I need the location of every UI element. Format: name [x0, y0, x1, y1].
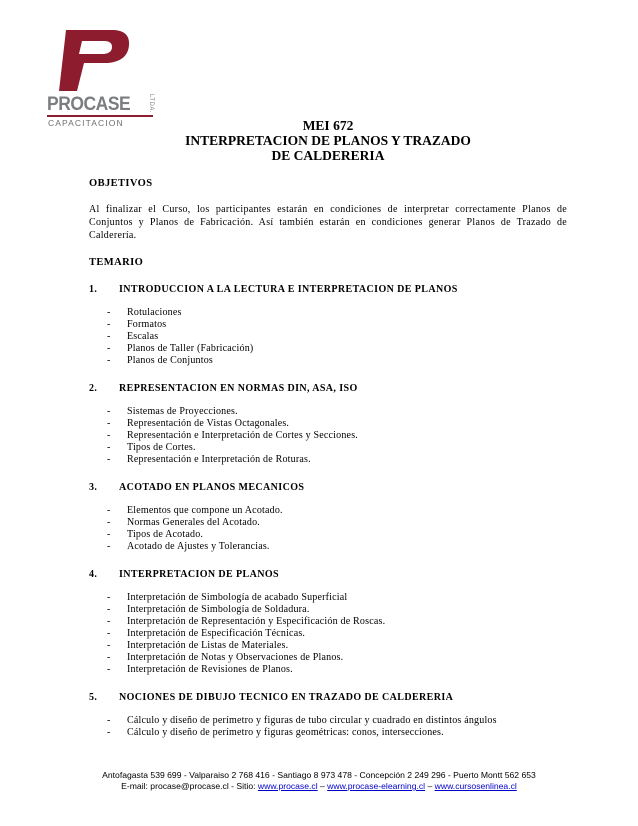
section-number: 5. — [89, 692, 98, 703]
dash-bullet-icon: - — [107, 430, 111, 441]
footer — [60, 770, 578, 792]
dash-bullet-icon: - — [107, 592, 111, 603]
list-item-text: Sistemas de Proyecciones. — [127, 406, 238, 417]
dash-bullet-icon: - — [107, 652, 111, 663]
footer-separator: – — [317, 781, 328, 791]
dash-bullet-icon: - — [107, 715, 111, 726]
footer-addresses: Antofagasta 539 699 - Valparaiso 2 768 416 - Santiago 8 973 478 - Concepción 2 249 296 - Puerto Montt 562 653 — [102, 770, 536, 780]
list-item — [89, 307, 567, 319]
section-heading — [89, 692, 567, 703]
list-item-text: Interpretación de Especificación Técnicas. — [127, 628, 306, 639]
list-item-text: Interpretación de Simbología de Soldadura. — [127, 604, 310, 615]
procase-p-mark-icon — [44, 28, 130, 94]
list-item — [89, 454, 567, 466]
list-item-text: Representación e Interpretación de Cortes y Secciones. — [127, 430, 358, 441]
list-item-text: Cálculo y diseño de perímetro y figuras geométricas: conos, intersecciones. — [127, 727, 444, 738]
list-item — [89, 418, 567, 430]
objetivos-text: Al finalizar el Curso, los participantes estarán en condiciones de interpretar correctamente Planos de Conjuntos y Planos de Fabricación. Así también estarán en condiciones generar Planos de Trazado de Calderería. — [89, 204, 567, 241]
dash-bullet-icon: - — [107, 406, 111, 417]
temario-section — [89, 383, 567, 466]
dash-bullet-icon: - — [107, 628, 111, 639]
section-item-list — [89, 307, 567, 367]
list-item-text: Normas Generales del Acotado. — [127, 517, 260, 528]
list-item — [89, 406, 567, 418]
list-item — [89, 319, 567, 331]
list-item-text: Formatos — [127, 319, 167, 330]
link-procase[interactable]: www.procase.cl — [257, 781, 318, 791]
dash-bullet-icon: - — [107, 727, 111, 738]
list-item-text: Planos de Taller (Fabricación) — [127, 343, 254, 354]
section-item-list — [89, 592, 567, 676]
course-title-line2: DE CALDERERIA — [271, 148, 385, 163]
list-item — [89, 628, 567, 640]
dash-bullet-icon: - — [107, 418, 111, 429]
temario-sections — [89, 284, 567, 739]
list-item-text: Cálculo y diseño de perímetro y figuras de tubo circular y cuadrado en distintos ángulos — [127, 715, 497, 726]
temario-section — [89, 569, 567, 676]
dash-bullet-icon: - — [107, 541, 111, 552]
footer-separator: – — [425, 781, 435, 791]
dash-bullet-icon: - — [107, 616, 111, 627]
dash-bullet-icon: - — [107, 355, 111, 366]
list-item — [89, 331, 567, 343]
section-title: INTRODUCCION A LA LECTURA E INTERPRETACION DE PLANOS — [119, 284, 458, 295]
section-title: ACOTADO EN PLANOS MECANICOS — [119, 482, 305, 493]
temario-heading: TEMARIO — [89, 257, 144, 268]
section-title: REPRESENTACION EN NORMAS DIN, ASA, ISO — [119, 383, 358, 394]
temario-section — [89, 692, 567, 739]
section-number: 1. — [89, 284, 98, 295]
dash-bullet-icon: - — [107, 640, 111, 651]
list-item — [89, 517, 567, 529]
section-heading — [89, 383, 567, 394]
list-item — [89, 541, 567, 553]
list-item — [89, 664, 567, 676]
list-item — [89, 715, 567, 727]
course-title-block — [160, 118, 496, 163]
list-item — [89, 529, 567, 541]
logo-wordmark: PROCASE — [47, 94, 131, 115]
list-item — [89, 652, 567, 664]
list-item-text: Escalas — [127, 331, 159, 342]
list-item-text: Representación e Interpretación de Roturas. — [127, 454, 311, 465]
logo-subtitle: CAPACITACION — [48, 118, 124, 128]
dash-bullet-icon: - — [107, 331, 111, 342]
list-item — [89, 343, 567, 355]
footer-contact — [60, 781, 578, 792]
course-code: MEI 672 — [302, 118, 354, 133]
logo-divider — [47, 115, 153, 117]
list-item-text: Interpretación de Simbología de acabado Superficial — [127, 592, 348, 603]
procase-logo — [44, 28, 154, 128]
dash-bullet-icon: - — [107, 604, 111, 615]
dash-bullet-icon: - — [107, 319, 111, 330]
list-item — [89, 604, 567, 616]
list-item-text: Interpretación de Notas y Observaciones de Planos. — [127, 652, 344, 663]
link-cursosenlinea[interactable]: www.cursosenlinea.cl — [434, 781, 517, 791]
dash-bullet-icon: - — [107, 442, 111, 453]
course-title-line1: INTERPRETACION DE PLANOS Y TRAZADO — [185, 133, 471, 148]
section-number: 2. — [89, 383, 98, 394]
logo-ltda: LTDA. — [148, 94, 154, 114]
list-item-text: Tipos de Cortes. — [127, 442, 196, 453]
list-item-text: Planos de Conjuntos — [127, 355, 214, 366]
section-item-list — [89, 505, 567, 553]
dash-bullet-icon: - — [107, 664, 111, 675]
footer-email: E-mail: procase@procase.cl - Sitio: — [121, 781, 258, 791]
list-item — [89, 355, 567, 367]
section-item-list — [89, 406, 567, 466]
section-title: NOCIONES DE DIBUJO TECNICO EN TRAZADO DE CALDERERIA — [119, 692, 454, 703]
list-item — [89, 442, 567, 454]
list-item — [89, 505, 567, 517]
section-title: INTERPRETACION DE PLANOS — [119, 569, 279, 580]
dash-bullet-icon: - — [107, 529, 111, 540]
list-item-text: Elementos que compone un Acotado. — [127, 505, 283, 516]
list-item-text: Interpretación de Listas de Materiales. — [127, 640, 289, 651]
list-item — [89, 430, 567, 442]
list-item-text: Interpretación de Representación y Especificación de Roscas. — [127, 616, 386, 627]
list-item-text: Rotulaciones — [127, 307, 182, 318]
objetivos-heading: OBJETIVOS — [89, 178, 153, 189]
dash-bullet-icon: - — [107, 307, 111, 318]
temario-section — [89, 482, 567, 553]
section-heading — [89, 569, 567, 580]
list-item — [89, 616, 567, 628]
list-item — [89, 592, 567, 604]
dash-bullet-icon: - — [107, 343, 111, 354]
dash-bullet-icon: - — [107, 517, 111, 528]
list-item-text: Acotado de Ajustes y Tolerancias. — [127, 541, 270, 552]
document-body — [89, 178, 567, 739]
list-item-text: Tipos de Acotado. — [127, 529, 204, 540]
section-number: 4. — [89, 569, 98, 580]
list-item-text: Interpretación de Revisiones de Planos. — [127, 664, 293, 675]
list-item-text: Representación de Vistas Octagonales. — [127, 418, 290, 429]
section-number: 3. — [89, 482, 98, 493]
dash-bullet-icon: - — [107, 505, 111, 516]
section-item-list — [89, 715, 567, 739]
link-procase-elearning[interactable]: www.procase-elearning.cl — [327, 781, 426, 791]
list-item — [89, 640, 567, 652]
section-heading — [89, 482, 567, 493]
temario-section — [89, 284, 567, 367]
dash-bullet-icon: - — [107, 454, 111, 465]
list-item — [89, 727, 567, 739]
section-heading — [89, 284, 567, 295]
